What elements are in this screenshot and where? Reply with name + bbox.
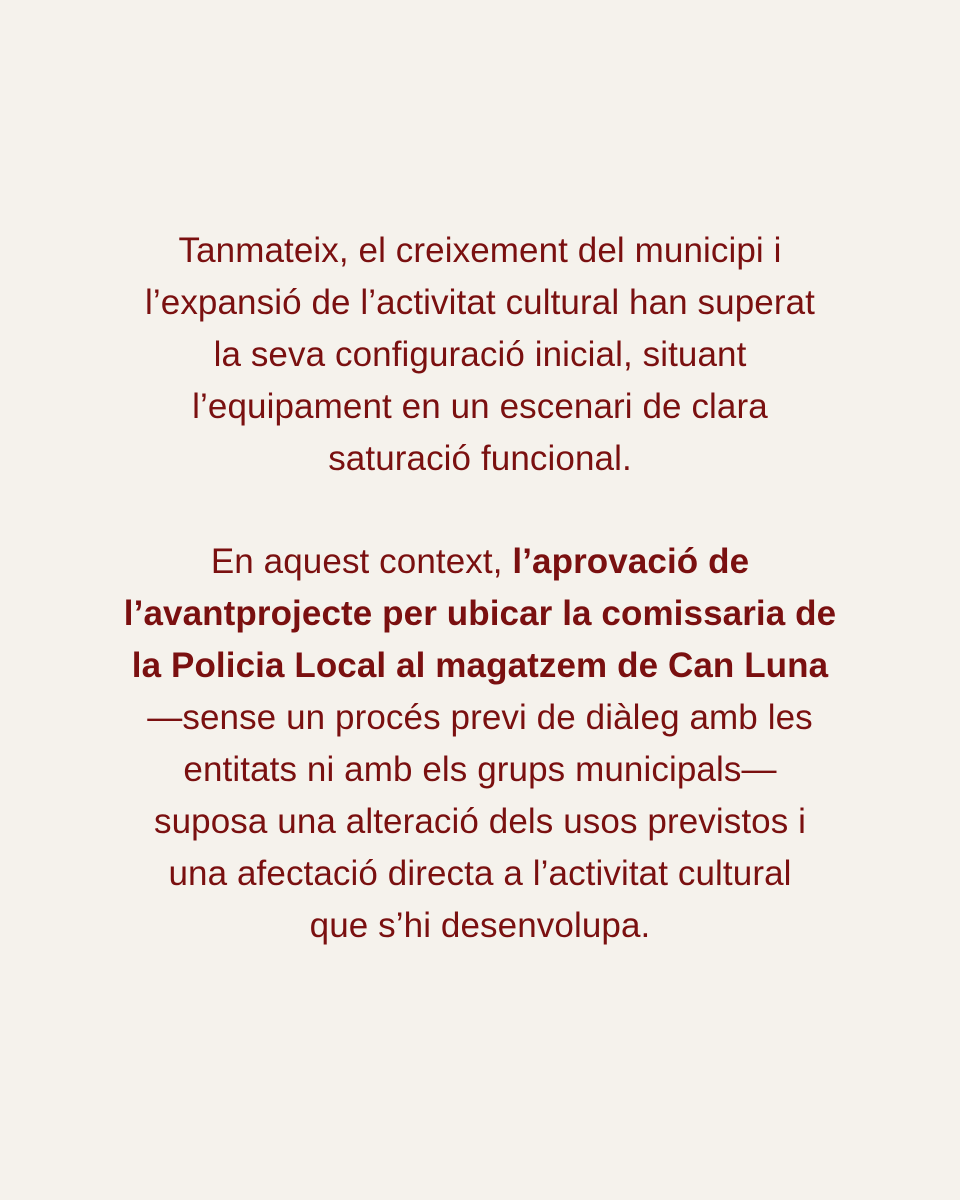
- paragraph-spacer: [60, 485, 900, 536]
- highlighted-text: la Policia Local al magatzem de Can Luna: [131, 646, 829, 685]
- paragraph-1-line: Tanmateix, el creixement del municipi i: [178, 231, 782, 270]
- highlighted-text: l’aprovació de: [512, 542, 750, 581]
- paragraph-2-line: entitats ni amb els grups municipals—: [183, 750, 777, 789]
- paragraph-1-line: saturació funcional.: [328, 439, 632, 478]
- paragraph-1-line: l’equipament en un escenari de clara: [192, 387, 768, 426]
- highlighted-text: l’avantprojecte per ubicar la comissaria de: [123, 594, 837, 633]
- paragraph-1-line: la seva configuració inicial, situant: [213, 335, 747, 374]
- paragraph-2: [60, 536, 900, 952]
- intro-text: En aquest context,: [210, 542, 513, 581]
- paragraph-2-line: [60, 536, 900, 588]
- paragraph-2-line: que s’hi desenvolupa.: [309, 906, 651, 945]
- paragraph-2-line: —sense un procés previ de diàleg amb les: [147, 698, 813, 737]
- paragraph-2-line: suposa una alteració dels usos previstos i: [153, 802, 807, 841]
- body-text: [60, 225, 900, 952]
- paragraph-2-line: una afectació directa a l’activitat cultural: [168, 854, 792, 893]
- paragraph-1-line: l’expansió de l’activitat cultural han superat: [145, 283, 815, 322]
- paragraph-1: [60, 225, 900, 485]
